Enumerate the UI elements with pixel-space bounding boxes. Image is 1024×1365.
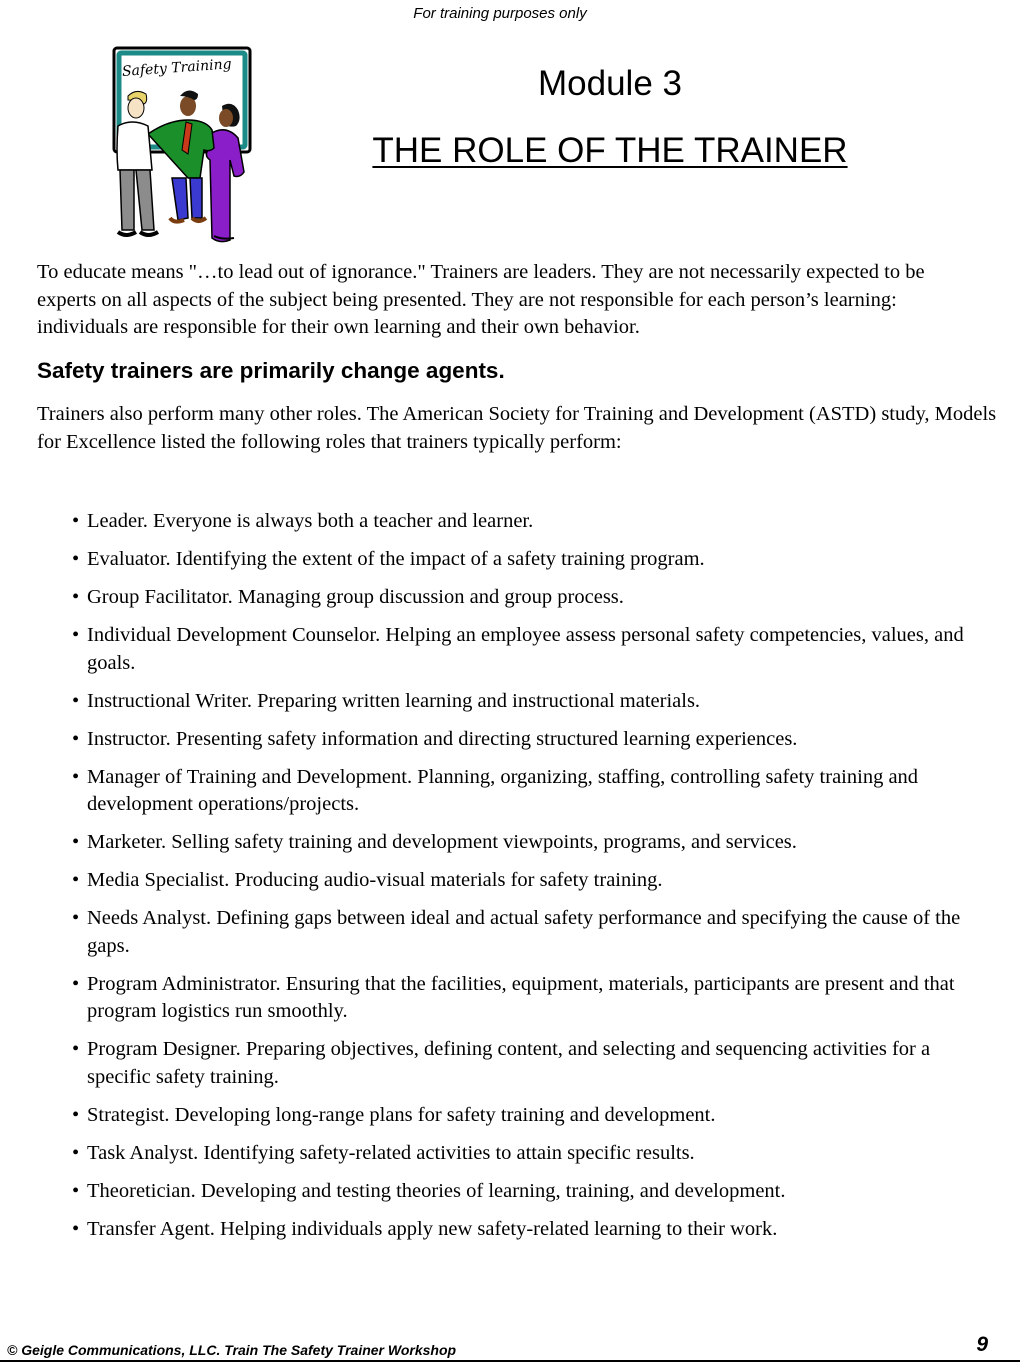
bullet-icon: • <box>72 1141 80 1164</box>
list-item <box>72 584 992 612</box>
header-note: For training purposes only <box>413 5 587 22</box>
board-text: Safety Training <box>121 56 233 80</box>
bullet-icon: • <box>72 586 80 608</box>
bullet-icon: • <box>72 1038 80 1060</box>
role-text: Evaluator. Identifying the extent of the impact of a safety training program. <box>87 548 705 570</box>
list-item <box>72 764 992 819</box>
role-text: Individual Development Counselor. Helping an employee assess personal safety competencies, values, and goals. <box>87 624 964 674</box>
bullet-icon: • <box>72 727 80 750</box>
list-item <box>72 1178 992 1206</box>
role-text: Leader. Everyone is always both a teacher and learner. <box>87 510 534 532</box>
role-text: Strategist. Developing long-range plans for safety training and development. <box>87 1103 716 1126</box>
role-text: Media Specialist. Producing audio-visual materials for safety training. <box>87 869 663 891</box>
footer-divider <box>0 1360 1020 1362</box>
list-item <box>72 546 992 574</box>
list-item <box>72 971 992 1026</box>
list-item <box>72 622 992 677</box>
role-text: Task Analyst. Identifying safety-related activities to attain specific results. <box>87 1141 695 1164</box>
bullet-icon: • <box>72 831 80 853</box>
role-text: Manager of Training and Development. Planning, organizing, staffing, controlling safety training and development operations/projects. <box>87 765 919 815</box>
list-item <box>72 726 992 754</box>
bullet-icon: • <box>72 689 80 712</box>
bullet-icon: • <box>72 510 80 532</box>
role-text: Instructor. Presenting safety information and directing structured learning experiences. <box>87 727 798 750</box>
module-label: Module 3 <box>538 64 682 103</box>
list-item <box>72 1140 992 1168</box>
role-text: Needs Analyst. Defining gaps between ideal and actual safety performance and specifying the cause of the gaps. <box>87 907 961 957</box>
intro-paragraph: To educate means "…to lead out of ignorance." Trainers are leaders. They are not necessarily expected to be experts on all aspects of the subject being presented. They are not responsible for each person’s learning: individuals are responsible for their own learning and their own behavior. <box>37 261 925 338</box>
subheading: Safety trainers are primarily change agents. <box>37 358 505 383</box>
list-item <box>72 508 992 536</box>
role-text: Marketer. Selling safety training and development viewpoints, programs, and services. <box>87 831 797 853</box>
role-text: Group Facilitator. Managing group discussion and group process. <box>87 586 624 608</box>
list-item <box>72 829 992 857</box>
list-item <box>72 1216 992 1244</box>
page-number: 9 <box>976 1333 988 1356</box>
bullet-icon: • <box>72 548 80 570</box>
role-text: Theoretician. Developing and testing theories of learning, training, and development. <box>87 1179 786 1202</box>
role-text: Program Administrator. Ensuring that the facilities, equipment, materials, participants are present and that program logistics run smoothly. <box>87 972 955 1022</box>
footer-copyright: © Geigle Communications, LLC. Train The Safety Trainer Workshop <box>7 1342 457 1358</box>
role-text: Program Designer. Preparing objectives, defining content, and selecting and sequencing activities for a specific safety training. <box>87 1038 931 1088</box>
bullet-icon: • <box>72 624 80 646</box>
role-text: Transfer Agent. Helping individuals apply new safety-related learning to their work. <box>87 1217 778 1240</box>
list-item <box>72 1102 992 1130</box>
bullet-icon: • <box>72 1179 80 1202</box>
bullet-icon: • <box>72 1103 80 1126</box>
role-text: Instructional Writer. Preparing written learning and instructional materials. <box>87 689 701 712</box>
list-item <box>72 867 992 895</box>
bullet-icon: • <box>72 765 80 788</box>
module-title: THE ROLE OF THE TRAINER <box>372 131 848 170</box>
bullet-icon: • <box>72 972 80 995</box>
bullet-icon: • <box>72 1217 80 1240</box>
list-item <box>72 1036 992 1091</box>
list-item <box>72 688 992 716</box>
astd-paragraph: Trainers also perform many other roles. The American Society for Training and Development (ASTD) study, Models for Excellence listed the following roles that trainers typically perform: <box>37 403 997 453</box>
safety-training-clipart-icon <box>110 44 255 244</box>
bullet-icon: • <box>72 869 80 891</box>
roles-list <box>72 508 992 1254</box>
bullet-icon: • <box>72 907 80 929</box>
list-item <box>72 905 992 960</box>
